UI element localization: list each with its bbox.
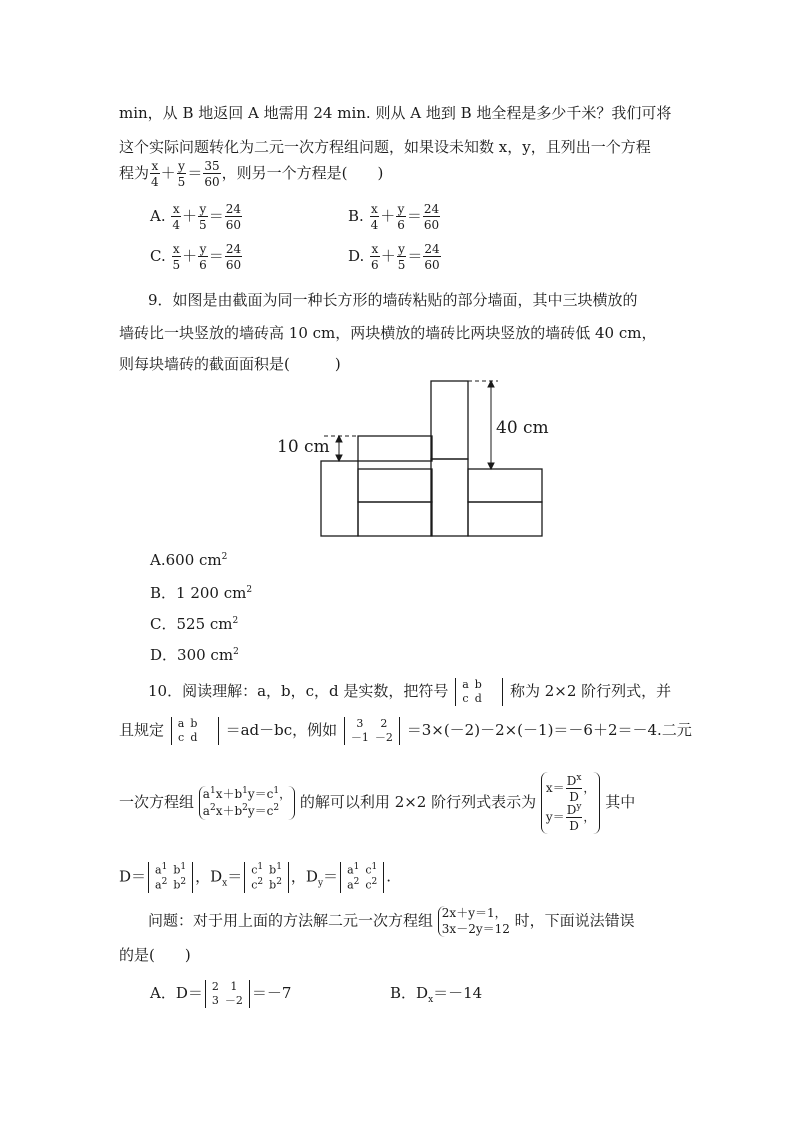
brick-horizontal-top-left	[358, 436, 432, 461]
q9-line-3: 则每块墙砖的截面面积是( )	[119, 355, 341, 373]
q10-line-4: D＝ $a^1$ $b^1$ $a^2$ $b^2$ ，$D_x=$ $c^1$ $b^1$ $c^2$ $b^2$ ，$D_y=$ $a^1$ $c^1$ $a^2$ $c^2$ .	[119, 862, 392, 893]
q9-line-1: 9．如图是由截面为同一种长方形的墙砖粘贴的部分墙面，其中三块横放的	[148, 291, 638, 309]
q8-option-a: A. $\frac{x}{4}$ ＋ $\frac{y}{5}$ ＝ $\frac{24}{60}$	[150, 202, 241, 232]
q10-line-5: 问题：对于用上面的方法解二元一次方程组 2x＋y＝1， 3x－2y＝12 时，下面说法错误	[148, 906, 635, 936]
q9-option-d: D．300 $cm^2$	[150, 646, 239, 664]
cramer-solution: x＝ $\frac{D^x}{D}$ ， y＝ $\frac{D^y}{D}$ ，	[541, 772, 601, 834]
brick-horizontal-bottom-left	[358, 502, 432, 536]
brick-wall-diagram	[270, 375, 560, 545]
brick-horizontal-mid-left	[358, 469, 432, 502]
q10-option-b: B．$D_x=-14$	[390, 984, 483, 1005]
q8-option-d: D. $\frac{x}{6}$ ＋ $\frac{y}{5}$ ＝ $\frac{24}{60}$	[348, 242, 440, 272]
q9-line-2: 墙砖比一块竖放的墙砖高 10 cm，两块横放的墙砖比两块竖放的墙砖低 40 cm，	[119, 324, 657, 342]
q9-option-c: C．525 $cm^2$	[150, 615, 239, 633]
q10-option-a: A．D＝ 2 1 3 －2 ＝－7	[150, 980, 292, 1007]
q8-option-c: C. $\frac{x}{5}$ ＋ $\frac{y}{6}$ ＝ $\frac{24}{60}$	[150, 242, 242, 272]
q8-option-b: B. $\frac{x}{4}$ ＋ $\frac{y}{6}$ ＝ $\frac{24}{60}$	[348, 202, 440, 232]
q8-line-3: 程为 $\frac{x}{4}$ ＋ $\frac{y}{5}$ ＝ $\frac{35}{60}$ ，则另一个方程是( )	[119, 159, 384, 189]
q8-line-1: min，从 B 地返回 A 地需用 24 min. 则从 A 地到 B 地全程是多少千米？我们可将	[119, 104, 672, 122]
brick-vertical-top-center	[431, 381, 468, 459]
brick-vertical-bottom-center	[431, 459, 468, 536]
label-40cm: 40 cm	[496, 418, 549, 438]
q10-line-3: 一次方程组 $a^1x+b^1y=c^1$， $a^2x+b^2y=c^2$ 的解可以利用 2×2 阶行列式表示为 x＝ $\frac{D^x}{D}$ ， y＝ $\frac{D^y}{D}$ ， 其中	[119, 773, 636, 833]
brick-vertical-left	[321, 461, 358, 536]
brick-horizontal-bottom-right	[468, 502, 542, 536]
q8-line-2: 这个实际问题转化为二元一次方程组问题，如果设未知数 x，y，且列出一个方程	[119, 138, 651, 156]
equation-system-problem: 2x＋y＝1， 3x－2y＝12	[438, 906, 510, 937]
q9-option-a: A.600 $cm^2$	[150, 551, 228, 569]
brick-horizontal-mid-right	[468, 469, 542, 502]
equation-system-general: $a^1x+b^1y=c^1$， $a^2x+b^2y=c^2$	[199, 786, 295, 819]
q9-option-b: B．1 200 $cm^2$	[150, 584, 253, 602]
q10-line-6: 的是( )	[119, 946, 191, 964]
q10-line-1: 10．阅读理解：a，b，c，d 是实数，把符号 a b c d 称为 2×2 阶行列式，并	[148, 678, 672, 705]
label-10cm: 10 cm	[277, 437, 330, 457]
q10-line-2: 且规定 a b c d ＝ad－bc，例如 3 2 －1 －2 ＝3×(－2)－2×(－1)＝－6＋2＝－4.二元	[119, 717, 692, 744]
